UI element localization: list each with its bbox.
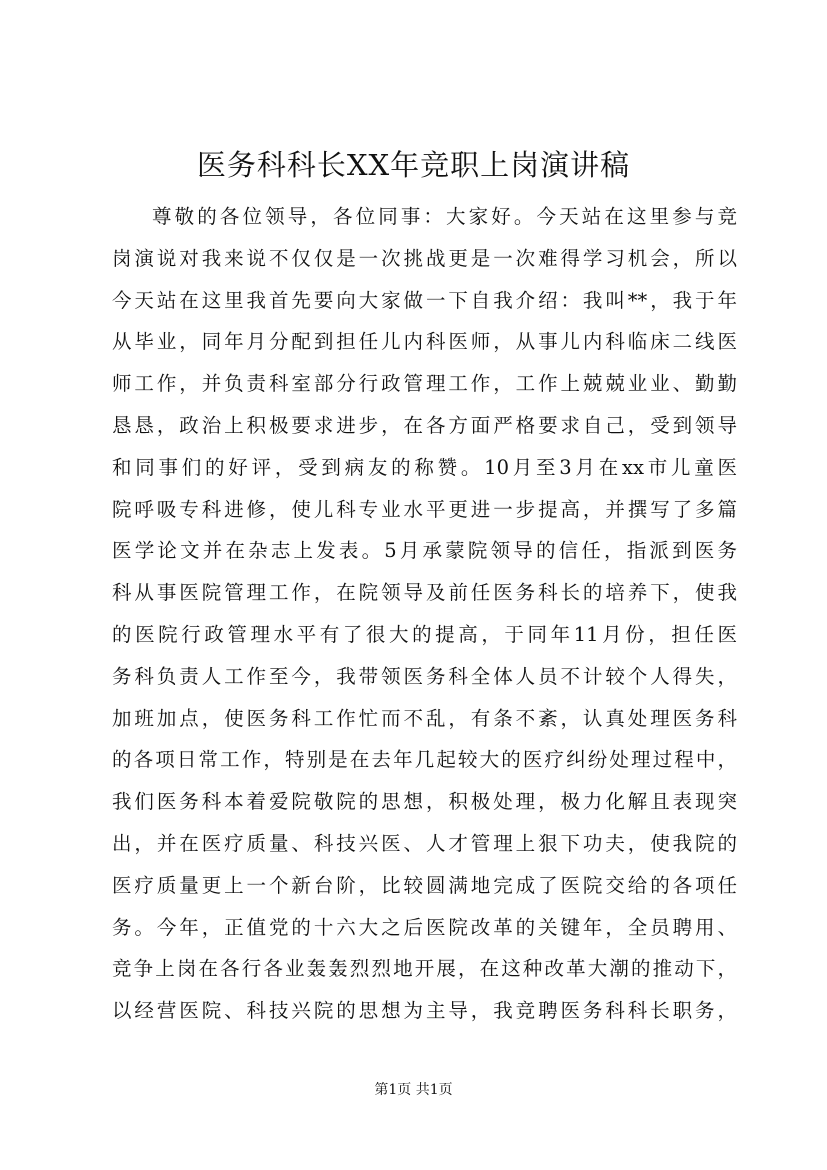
body-line: 恳恳，政治上积极要求进步，在各方面严格要求自己，受到领导 xyxy=(112,413,737,437)
body-line: 务。今年，正值党的十六大之后医院改革的关键年，全员聘用、 xyxy=(112,915,737,939)
body-line: 和同事们的好评，受到病友的称赞。10月至3月在xx市儿童医 xyxy=(112,455,737,479)
body-line: 务科负责人工作至今，我带领医务科全体人员不计较个人得失， xyxy=(112,664,737,688)
body-line: 加班加点，使医务科工作忙而不乱，有条不紊，认真处理医务科 xyxy=(112,706,737,730)
body-line: 院呼吸专科进修，使儿科专业水平更进一步提高，并撰写了多篇 xyxy=(112,497,737,521)
body-line: 竞争上岗在各行各业轰轰烈烈地开展，在这种改革大潮的推动下， xyxy=(112,957,737,981)
body-line: 从毕业，同年月分配到担任儿内科医师，从事儿内科临床二线医 xyxy=(112,330,737,354)
body-line: 我们医务科本着爱院敬院的思想，积极处理，极力化解且表现突 xyxy=(112,790,737,814)
body-line: 的医院行政管理水平有了很大的提高，于同年11月份，担任医 xyxy=(112,622,737,646)
body-line: 的各项日常工作，特别是在去年几起较大的医疗纠纷处理过程中， xyxy=(112,748,737,772)
body-text xyxy=(112,196,737,1032)
page-title: 医务科科长XX年竞职上岗演讲稿 xyxy=(196,148,631,182)
body-line: 今天站在这里我首先要向大家做一下自我介绍：我叫**，我于年 xyxy=(112,288,737,312)
body-line: 科从事医院管理工作，在院领导及前任医务科长的培养下，使我 xyxy=(112,581,737,605)
body-line: 师工作，并负责科室部分行政管理工作，工作上兢兢业业、勤勤 xyxy=(112,372,737,396)
body-line: 岗演说对我来说不仅仅是一次挑战更是一次难得学习机会，所以 xyxy=(112,246,737,270)
body-line: 尊敬的各位领导，各位同事：大家好。今天站在这里参与竞 xyxy=(152,205,737,228)
body-line: 以经营医院、科技兴院的思想为主导，我竞聘医务科科长职务， xyxy=(112,999,737,1023)
body-line: 出，并在医疗质量、科技兴医、人才管理上狠下功夫，使我院的 xyxy=(112,831,737,855)
page-footer: 第1页 共1页 xyxy=(374,1082,453,1098)
body-line: 医学论文并在杂志上发表。5月承蒙院领导的信任，指派到医务 xyxy=(112,539,737,563)
body-line: 医疗质量更上一个新台阶，比较圆满地完成了医院交给的各项任 xyxy=(112,873,737,897)
